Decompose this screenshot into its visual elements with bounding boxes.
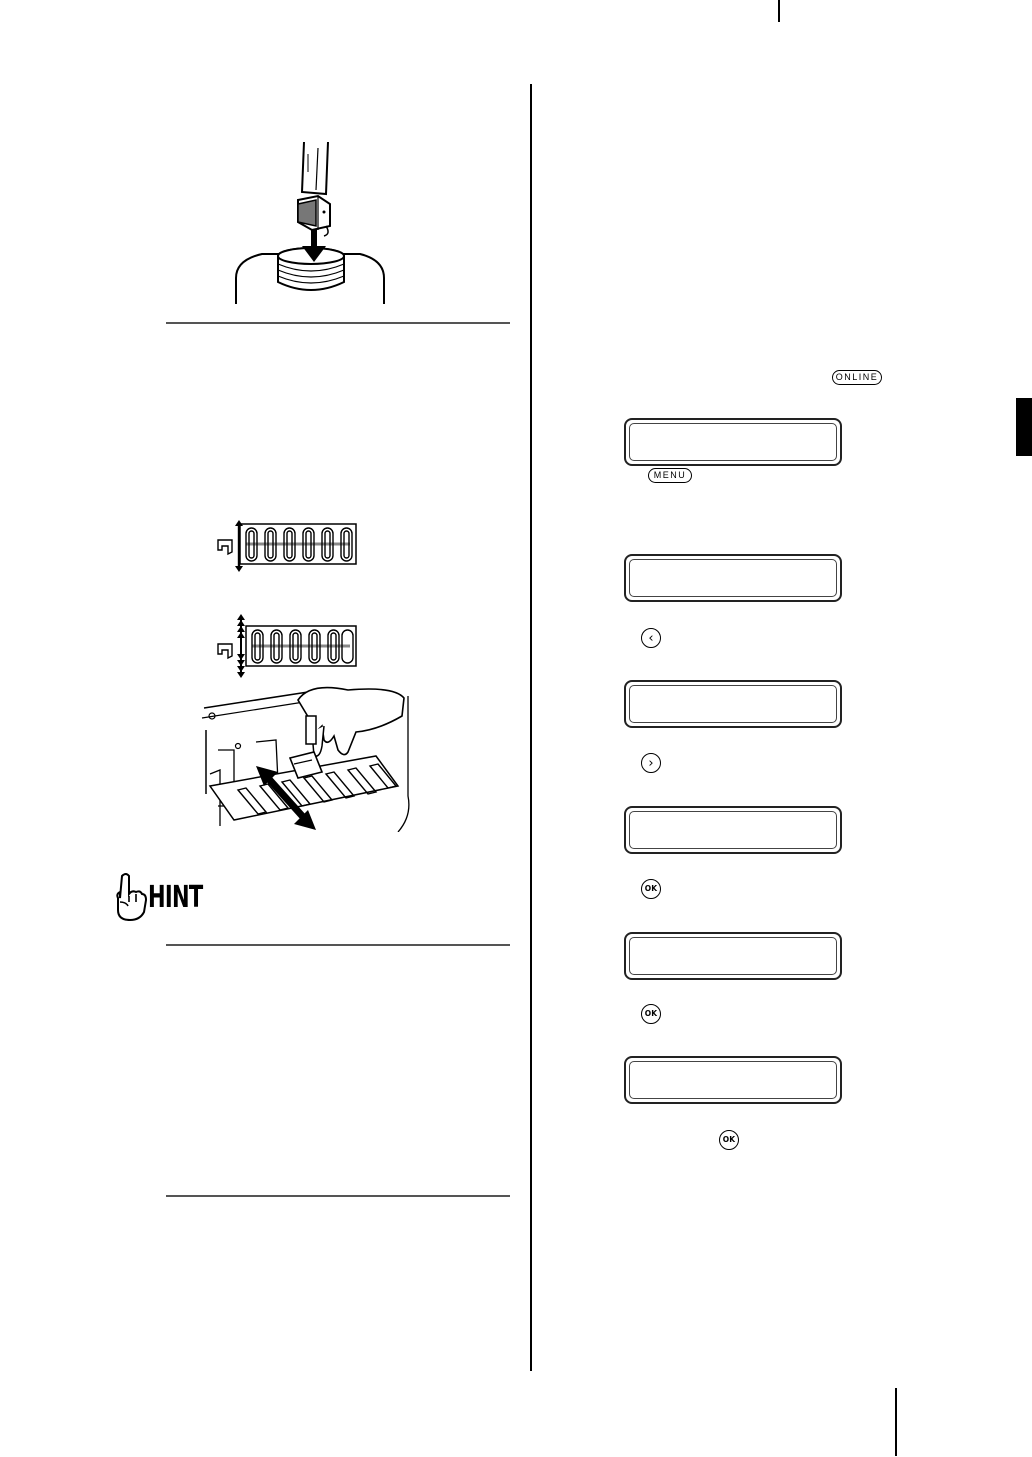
section-divider-1 xyxy=(166,322,510,324)
crop-mark-top xyxy=(778,0,780,22)
cleaning-stick-into-bottle-icon xyxy=(232,142,392,308)
footer-rule xyxy=(895,1388,897,1456)
ok-key-icon-1: OK xyxy=(641,879,661,899)
lcd-display-2 xyxy=(624,554,842,602)
lcd-display-4 xyxy=(624,806,842,854)
column-divider xyxy=(530,84,532,1371)
wiper-single-stroke-icon xyxy=(216,520,362,572)
menu-key-icon: MENU xyxy=(648,468,692,483)
lcd-display-5 xyxy=(624,932,842,980)
section-divider-2 xyxy=(166,944,510,946)
hint-label: HINT xyxy=(148,880,203,915)
pointing-hand-icon xyxy=(112,872,148,922)
lcd-display-1 xyxy=(624,418,842,466)
lcd-display-3 xyxy=(624,680,842,728)
online-key-icon: ONLINE xyxy=(832,370,882,385)
ok-key-icon-2: OK xyxy=(641,1004,661,1024)
right-arrow-key-icon: › xyxy=(641,753,661,773)
chapter-thumb-tab xyxy=(1016,398,1032,456)
left-arrow-key-icon: ‹ xyxy=(641,628,661,648)
lcd-display-6 xyxy=(624,1056,842,1104)
hand-cleaning-wiper-illustration xyxy=(198,686,420,832)
wiper-multi-stroke-icon xyxy=(216,614,362,678)
ok-key-icon-3: OK xyxy=(719,1130,739,1150)
section-divider-3 xyxy=(166,1195,510,1197)
